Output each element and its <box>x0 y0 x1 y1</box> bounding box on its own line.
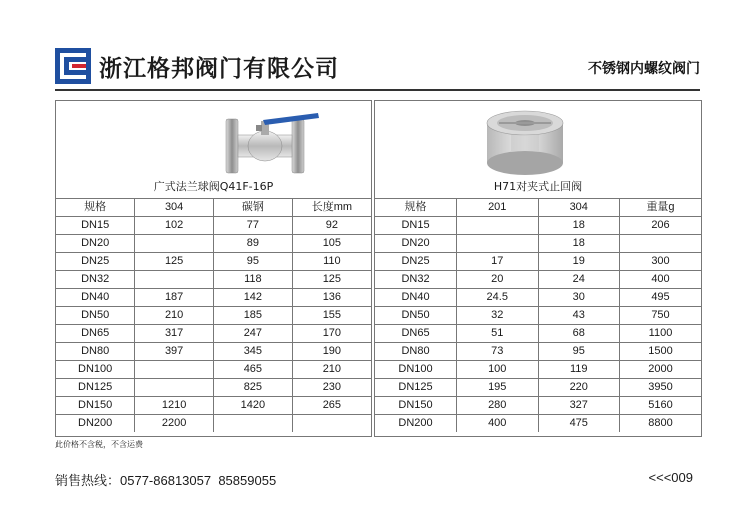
table-cell: 1210 <box>135 397 214 415</box>
right-product-panel <box>374 100 702 437</box>
table-row <box>375 307 701 325</box>
hotline-label: 销售热线： <box>55 474 121 489</box>
table-cell: DN100 <box>56 361 135 379</box>
ball-valve-image <box>56 101 371 181</box>
table-cell: DN65 <box>375 325 457 343</box>
right-image-box <box>375 101 701 199</box>
right-spec-table <box>375 199 701 432</box>
table-cell: 3950 <box>620 379 702 397</box>
table-header-row <box>56 199 371 217</box>
table-cell: 2000 <box>620 361 702 379</box>
page-number: <<<009 <box>648 470 693 485</box>
table-cell: 195 <box>457 379 539 397</box>
header-cell: 碳钢 <box>214 199 293 217</box>
table-cell: 51 <box>457 325 539 343</box>
table-row <box>375 325 701 343</box>
table-cell: 495 <box>620 289 702 307</box>
header-cell: 长度mm <box>292 199 371 217</box>
table-cell: 475 <box>538 415 620 433</box>
table-cell: DN125 <box>375 379 457 397</box>
table-row <box>56 271 371 289</box>
table-row <box>375 253 701 271</box>
table-cell: 102 <box>135 217 214 235</box>
table-cell: 2200 <box>135 415 214 433</box>
header-cell: 201 <box>457 199 539 217</box>
table-cell: 73 <box>457 343 539 361</box>
header-rule <box>55 89 700 91</box>
table-row <box>56 325 371 343</box>
table-cell: DN80 <box>56 343 135 361</box>
table-cell: DN25 <box>56 253 135 271</box>
table-header-row <box>375 199 701 217</box>
table-cell: DN15 <box>56 217 135 235</box>
table-cell: 400 <box>620 271 702 289</box>
table-cell: 30 <box>538 289 620 307</box>
table-row <box>375 271 701 289</box>
table-cell: DN15 <box>375 217 457 235</box>
table-cell: 100 <box>457 361 539 379</box>
table-cell: 125 <box>292 271 371 289</box>
header-cell: 304 <box>135 199 214 217</box>
table-cell: 5160 <box>620 397 702 415</box>
table-cell: 397 <box>135 343 214 361</box>
table-row <box>375 217 701 235</box>
table-cell: DN100 <box>375 361 457 379</box>
table-row <box>56 289 371 307</box>
table-cell: 280 <box>457 397 539 415</box>
table-cell: 17 <box>457 253 539 271</box>
left-image-box <box>56 101 371 199</box>
table-cell: 1420 <box>214 397 293 415</box>
table-cell: DN20 <box>56 235 135 253</box>
table-cell: 68 <box>538 325 620 343</box>
table-cell: 400 <box>457 415 539 433</box>
table-cell: 24.5 <box>457 289 539 307</box>
table-cell: 110 <box>292 253 371 271</box>
table-cell: 345 <box>214 343 293 361</box>
table-cell: 465 <box>214 361 293 379</box>
table-cell: DN40 <box>56 289 135 307</box>
company-name: 浙江格邦阀门有限公司 <box>99 56 339 82</box>
table-cell: DN150 <box>375 397 457 415</box>
price-note: 此价格不含税，不含运费 <box>55 440 143 449</box>
table-cell <box>214 415 293 433</box>
table-cell <box>457 217 539 235</box>
table-cell: 317 <box>135 325 214 343</box>
header-cell: 规格 <box>56 199 135 217</box>
table-row <box>56 361 371 379</box>
table-cell: 43 <box>538 307 620 325</box>
table-cell: 300 <box>620 253 702 271</box>
table-cell: 92 <box>292 217 371 235</box>
right-product-caption: H71对夹式止回阀 <box>493 180 583 193</box>
table-cell: 8800 <box>620 415 702 433</box>
table-row <box>375 379 701 397</box>
table-cell <box>292 415 371 433</box>
table-row <box>375 397 701 415</box>
table-cell: 95 <box>538 343 620 361</box>
table-cell: 95 <box>214 253 293 271</box>
table-cell: 18 <box>538 217 620 235</box>
table-cell: 187 <box>135 289 214 307</box>
table-row <box>56 253 371 271</box>
table-cell: 170 <box>292 325 371 343</box>
table-cell: 247 <box>214 325 293 343</box>
table-cell: 210 <box>292 361 371 379</box>
table-cell: 18 <box>538 235 620 253</box>
table-row <box>56 343 371 361</box>
page-header <box>55 48 700 92</box>
table-cell: DN25 <box>375 253 457 271</box>
table-row <box>375 289 701 307</box>
sales-hotline <box>55 470 276 489</box>
header-cell: 304 <box>538 199 620 217</box>
table-cell <box>135 271 214 289</box>
table-cell: DN40 <box>375 289 457 307</box>
table-cell: DN80 <box>375 343 457 361</box>
table-cell <box>620 235 702 253</box>
table-cell: 327 <box>538 397 620 415</box>
table-cell: 119 <box>538 361 620 379</box>
table-row <box>56 307 371 325</box>
table-cell: DN125 <box>56 379 135 397</box>
table-cell: 19 <box>538 253 620 271</box>
table-cell: 105 <box>292 235 371 253</box>
table-cell: 1500 <box>620 343 702 361</box>
table-row <box>375 343 701 361</box>
table-cell: 20 <box>457 271 539 289</box>
table-cell: DN200 <box>56 415 135 433</box>
table-cell: DN50 <box>56 307 135 325</box>
table-row <box>375 235 701 253</box>
table-cell: 1100 <box>620 325 702 343</box>
table-cell <box>135 235 214 253</box>
company-logo <box>55 48 91 84</box>
table-cell: 190 <box>292 343 371 361</box>
table-cell: 125 <box>135 253 214 271</box>
table-cell: 136 <box>292 289 371 307</box>
table-cell: 185 <box>214 307 293 325</box>
hotline-numbers: 0577-86813057 85859055 <box>120 473 277 488</box>
table-cell: DN32 <box>375 271 457 289</box>
table-cell: 220 <box>538 379 620 397</box>
table-cell: DN200 <box>375 415 457 433</box>
table-row <box>56 217 371 235</box>
table-cell: DN20 <box>375 235 457 253</box>
table-row <box>56 379 371 397</box>
left-product-caption: 广式法兰球阀Q41F-16P <box>153 180 274 193</box>
table-cell: 77 <box>214 217 293 235</box>
table-cell <box>457 235 539 253</box>
table-row <box>375 361 701 379</box>
table-cell: 210 <box>135 307 214 325</box>
table-cell: DN50 <box>375 307 457 325</box>
left-product-panel <box>55 100 372 437</box>
table-cell <box>135 379 214 397</box>
table-cell: 118 <box>214 271 293 289</box>
table-row <box>56 397 371 415</box>
table-cell: DN150 <box>56 397 135 415</box>
table-cell: 750 <box>620 307 702 325</box>
table-cell: DN65 <box>56 325 135 343</box>
left-spec-table <box>56 199 371 432</box>
check-valve-image <box>375 101 701 181</box>
table-cell: 825 <box>214 379 293 397</box>
table-cell: 265 <box>292 397 371 415</box>
table-cell: 24 <box>538 271 620 289</box>
header-cell: 重量g <box>620 199 702 217</box>
table-cell: 89 <box>214 235 293 253</box>
table-cell <box>135 361 214 379</box>
table-cell: 230 <box>292 379 371 397</box>
header-cell: 规格 <box>375 199 457 217</box>
table-row <box>56 235 371 253</box>
table-cell: DN32 <box>56 271 135 289</box>
table-row <box>56 415 371 433</box>
table-cell: 155 <box>292 307 371 325</box>
category-title: 不锈钢内螺纹阀门 <box>588 61 700 77</box>
table-cell: 206 <box>620 217 702 235</box>
table-cell: 142 <box>214 289 293 307</box>
table-cell: 32 <box>457 307 539 325</box>
table-row <box>375 415 701 433</box>
